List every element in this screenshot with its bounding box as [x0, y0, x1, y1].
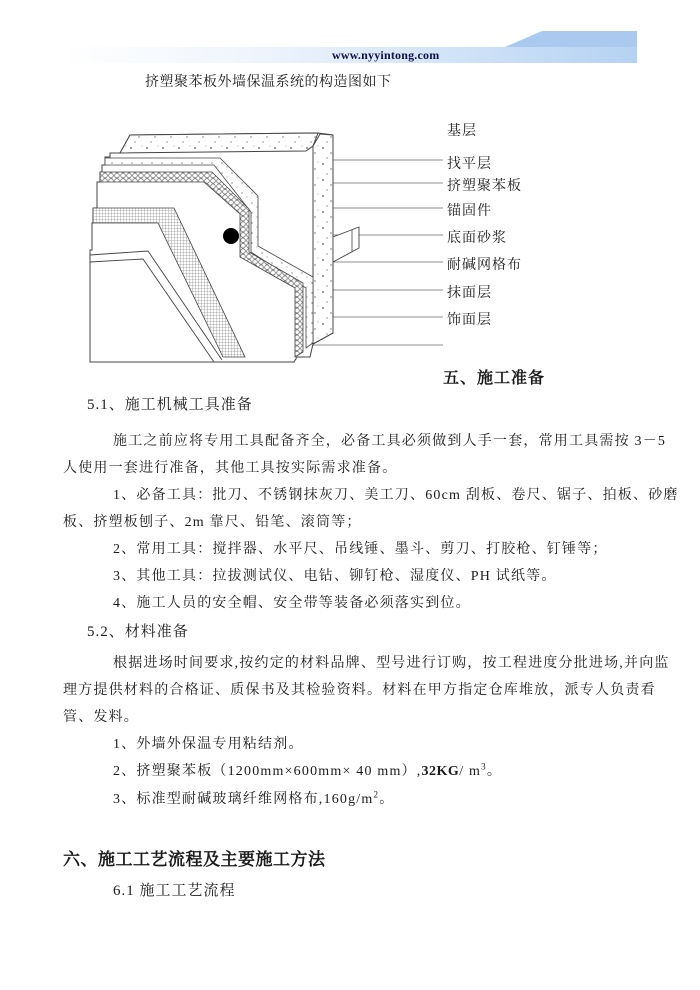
body-line: 4、施工人员的安全帽、安全带等装备必须落实到位。 [113, 596, 471, 611]
base-wall-column [313, 134, 333, 344]
mesh-spec-sup: 2 [373, 789, 380, 800]
xps-spec-end: 。 [486, 764, 503, 779]
body-line: 2、常用工具：搅拌器、水平尺、吊线锤、墨斗、剪刀、打胶枪、钉锤等； [113, 542, 608, 557]
body-line-mesh-spec [113, 788, 394, 808]
body-line: 理方提供材料的合格证、质保书及其检验资料。材料在甲方指定仓库堆放，派专人负责看 [63, 683, 656, 698]
layer-label-base: 基层 [447, 124, 477, 139]
intro-title: 挤塑聚苯板外墙保温系统的构造图如下 [145, 75, 392, 90]
layer-label-leveling: 找平层 [447, 157, 492, 172]
body-line: 板、挤塑板刨子、2m 靠尺、铅笔、滚筒等； [63, 515, 362, 530]
heading-5-1: 5.1、施工机械工具准备 [87, 397, 253, 413]
body-line: 1、必备工具：批刀、不锈钢抹灰刀、美工刀、60cm 刮板、卷尺、锯子、拍板、砂磨 [113, 488, 679, 503]
body-line-xps-spec [113, 760, 502, 780]
body-line: 管、发料。 [63, 710, 139, 725]
anchor-dot [223, 228, 239, 244]
layer-label-mesh: 耐碱网格布 [447, 258, 522, 273]
mesh-spec-pre: 3、标准型耐碱玻璃纤维网格布,160g/m [113, 792, 374, 807]
mesh-spec-end: 。 [379, 792, 395, 807]
body-line: 3、其他工具：拉拔测试仪、电钻、铆钉枪、湿度仪、PH 试纸等。 [113, 569, 557, 584]
xps-spec-mid: / m [459, 764, 482, 779]
section-heading-five: 五、施工准备 [443, 370, 546, 387]
body-line: 根据进场时间要求,按约定的材料品牌、型号进行订购，按工程进度分批进场,并向监 [113, 656, 670, 671]
body-line: 人使用一套进行准备，其他工具按实际需求准备。 [63, 461, 398, 476]
body-line: 1、外墙外保温专用粘结剂。 [113, 737, 304, 752]
layer-label-anchor: 锚固件 [447, 204, 492, 219]
wall-insulation-diagram [85, 110, 460, 375]
xps-spec-pre: 2、挤塑聚苯板（1200mm×600mm× 40 mm）, [113, 764, 422, 779]
header-website-url: www.nyyintong.com [332, 48, 440, 62]
xps-spec-sup: 3 [481, 761, 487, 772]
header-corner-shape [505, 31, 637, 47]
anchor-flag [333, 227, 359, 262]
heading-6-1: 6.1 施工工艺流程 [113, 883, 236, 899]
heading-5-2: 5.2、材料准备 [87, 624, 189, 640]
layer-label-xps-board: 挤塑聚苯板 [447, 179, 522, 194]
layer-label-render-coat: 抹面层 [447, 286, 492, 301]
layer-label-base-mortar: 底面砂浆 [447, 231, 507, 246]
xps-spec-bold: 32KG [421, 764, 460, 779]
body-line: 施工之前应将专用工具配备齐全，必备工具必须做到人手一套，常用工具需按 3－5 [113, 434, 667, 449]
layer-label-finish-coat: 饰面层 [447, 313, 492, 328]
section-heading-six: 六、施工工艺流程及主要施工方法 [63, 850, 326, 869]
base-slab-top-face [120, 133, 318, 153]
